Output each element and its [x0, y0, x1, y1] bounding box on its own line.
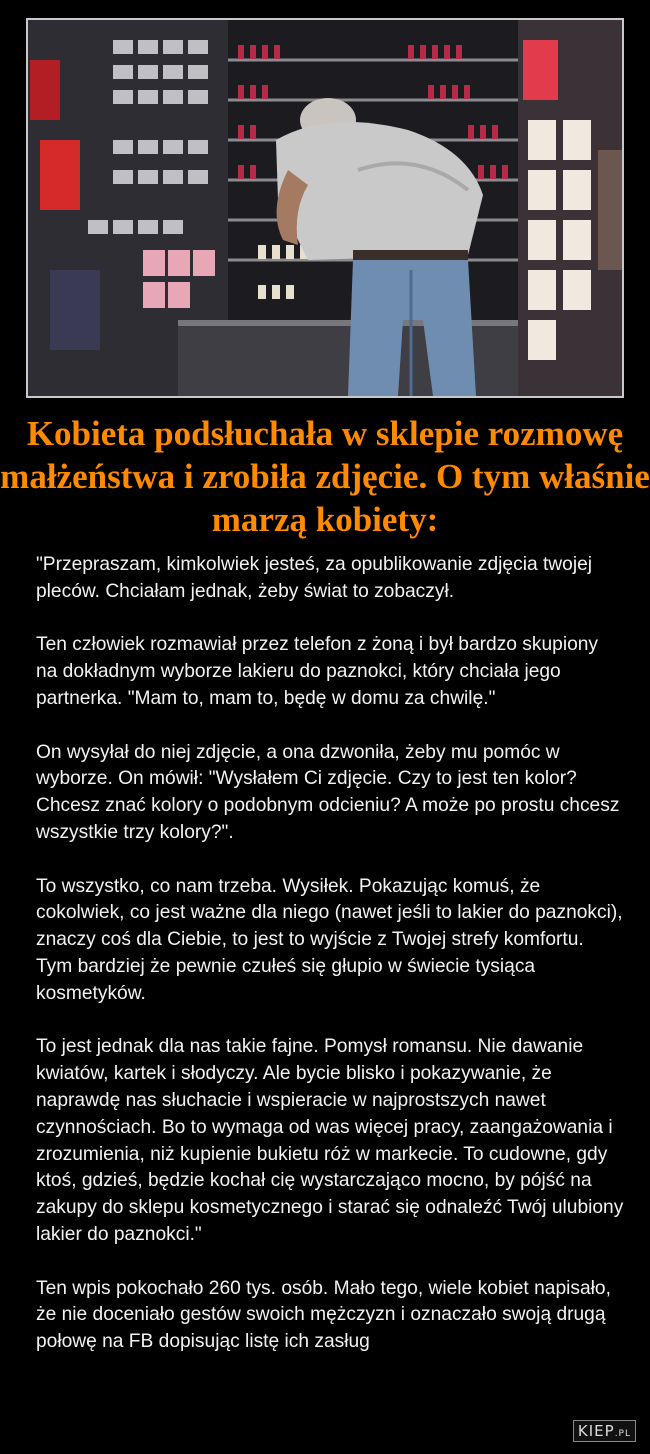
watermark-suffix: .PL: [614, 1429, 631, 1439]
watermark-main: KIEP: [577, 1422, 615, 1440]
paragraph: On wysyłał do niej zdjęcie, a ona dzwoniła, żeby mu pomóc w wyborze. On mówił: "Wysłałem Ci zdjęcie. Czy to jest ten kolor? Chcesz znać kolory o podobnym odcieniu? A może po prostu chcesz wszystkie trzy kolory?".: [36, 741, 620, 843]
store-photo-illustration: [28, 20, 622, 396]
headline: Kobieta podsłuchała w sklepie rozmowę małżeństwa i zrobiła zdjęcie. O tym właśnie marzą kobiety:: [0, 414, 650, 539]
paragraph: Ten wpis pokochało 260 tys. osób. Mało tego, wiele kobiet napisało, że nie doceniało gestów swoich mężczyzn i oznaczało swoją drugą połowę na FB dopisując listę ich zasług: [36, 1277, 611, 1353]
store-photo: [26, 18, 624, 398]
paragraph: "Przepraszam, kimkolwiek jesteś, za opublikowanie zdjęcia twojej pleców. Chciałam jednak, żeby świat to zobaczył.: [36, 554, 593, 602]
paragraph: To wszystko, co nam trzeba. Wysiłek. Pokazując komuś, że cokolwiek, co jest ważne dla niego (nawet jeśli to lakier do paznokci), znaczy coś dla Ciebie, to jest to wyjście z Twojej strefy komfortu. Tym bardziej że pewnie czułeś się głupio w świecie tysiąca kosmetyków.: [36, 875, 623, 1004]
paragraph: To jest jednak dla nas takie fajne. Pomysł romansu. Nie dawanie kwiatów, kartek i słodyczy. Ale bycie blisko i pokazywanie, że naprawdę nas słuchacie i wspieracie w najprostszych nawet czynnościach. Bo to wymaga od was więcej pracy, zaangażowania i zrozumienia, niż kupienie bukietu róż w markecie. To cudowne, gdy ktoś, gdzieś, będzie kochał cię wystarczająco mocno, by pójść na zakupy do sklepu kosmetycznego i starać się odnaleźć Twój ulubiony lakier do paznokci.": [36, 1036, 624, 1245]
paragraph: Ten człowiek rozmawiał przez telefon z żoną i był bardzo skupiony na dokładnym wyborze lakieru do paznokci, który chciała jego partnerka. "Mam to, mam to, będę w domu za chwilę.": [36, 634, 599, 709]
article-body: [36, 552, 624, 1356]
kiep-watermark: [573, 1420, 636, 1442]
